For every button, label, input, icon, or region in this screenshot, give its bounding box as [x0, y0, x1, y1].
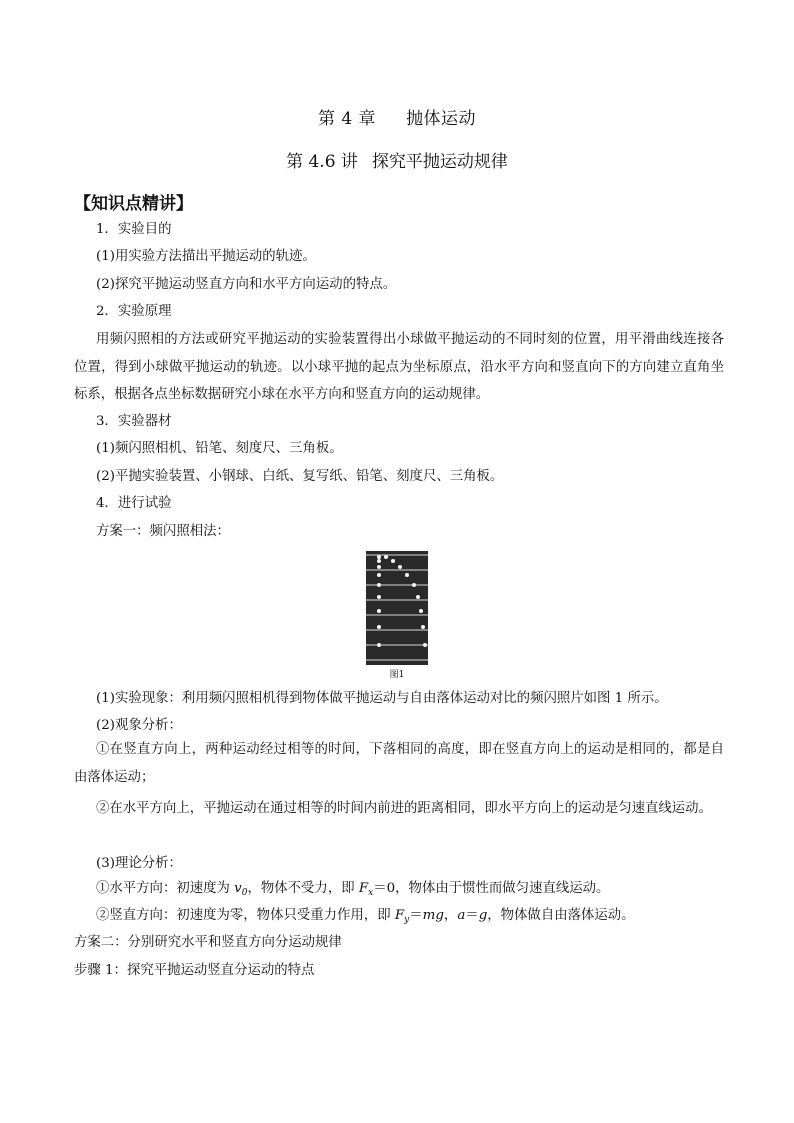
section-title: 【知识点精讲】 — [74, 194, 193, 214]
lecture-number: 第 4.6 讲 — [286, 152, 358, 172]
equipment-item-1: (1)频闪照相机、铅笔、刻度尺、三角板。 — [96, 441, 343, 456]
figure-caption: 图1 — [389, 670, 405, 680]
heading-experiment: 4．进行试验 — [96, 496, 172, 511]
heading-principle: 2．实验原理 — [96, 304, 172, 319]
observation-1: (1)实验现象：利用频闪照相机得到物体做平抛运动与自由落体运动对比的频闪照片如图 1 所示。 — [96, 691, 668, 706]
lecture-heading — [0, 147, 794, 172]
chapter-number: 第 4 章 — [317, 109, 377, 129]
force-x-symbol: F — [358, 881, 369, 896]
horizontal-analysis: ①水平方向：初速度为 $v_0$，物体不受力，即 $F_x=0$，物体由于惯性而做匀速直线运动。 — [96, 881, 610, 898]
initial-velocity-symbol: v — [234, 881, 242, 896]
purpose-item-2: (2)探究平抛运动竖直方向和水平方向运动的特点。 — [96, 277, 397, 292]
chapter-heading — [0, 104, 794, 129]
observation-2b: ②在水平方向上，平抛运动在通过相等的时间内前进的距离相同，即水平方向上的运动是匀速直线运动。 — [96, 801, 712, 816]
stroboscopic-photo-figure — [366, 551, 428, 665]
force-y-symbol: F — [394, 908, 405, 923]
chapter-title: 抛体运动 — [406, 109, 477, 129]
observation-3-heading: (3)理论分析： — [96, 856, 182, 871]
plan-two-label: 方案二：分别研究水平和竖直方向分运动规律 — [74, 935, 342, 950]
heading-equipment: 3．实验器材 — [96, 414, 172, 429]
lecture-title: 探究平抛运动规律 — [371, 152, 508, 172]
vertical-analysis: ②竖直方向：初速度为零，物体只受重力作用，即 $F_y=mg$，a＝g，物体做自由落体运动。 — [96, 908, 635, 925]
heading-purpose: 1．实验目的 — [96, 222, 172, 237]
step-one-label: 步骤 1：探究平抛运动竖直分运动的特点 — [74, 963, 315, 978]
plan-one-label: 方案一：频闪照相法： — [96, 524, 230, 539]
equipment-item-2: (2)平抛实验装置、小钢球、白纸、复写纸、铅笔、刻度尺、三角板。 — [96, 469, 504, 484]
principle-paragraph: 用频闪照相的方法或研究平抛运动的实验装置得出小球做平抛运动的不同时刻的位置，用平滑曲线连接各位置，得到小球做平抛运动的轨迹。以小球平抛的起点为坐标原点，沿水平方向和竖直向下的方向建立直角坐标系，根据各点坐标数据研究小球在水平方向和竖直方向的运动规律。 — [74, 332, 724, 402]
observation-2-heading: (2)观象分析： — [96, 718, 182, 733]
observation-2a: ①在竖直方向上，两种运动经过相等的时间，下落相同的高度，即在竖直方向上的运动是相同的，都是自由落体运动； — [74, 742, 724, 785]
purpose-item-1: (1)用实验方法描出平抛运动的轨迹。 — [96, 249, 316, 264]
